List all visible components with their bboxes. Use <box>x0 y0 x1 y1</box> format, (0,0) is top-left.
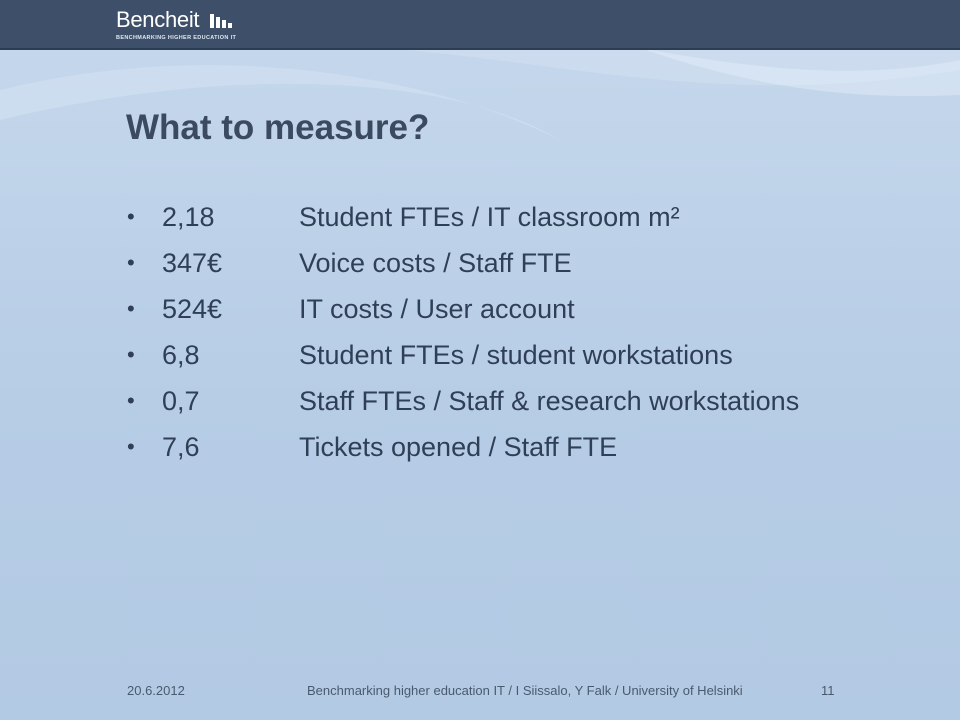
bullet-text: Voice costs / Staff FTE <box>299 248 572 278</box>
bullet-text: Student FTEs / student workstations <box>299 340 733 370</box>
bullet-value: 0,7 <box>162 386 200 416</box>
bullet-item <box>127 384 937 430</box>
bullet-value: 6,8 <box>162 340 200 370</box>
footer-text: Benchmarking higher education IT / I Siissalo, Y Falk / University of Helsinki <box>307 683 743 698</box>
logo-wordmark: Bencheit <box>116 7 200 32</box>
bullet-item <box>127 292 937 338</box>
bullet-value: 347€ <box>162 248 223 278</box>
bullet-text: IT costs / User account <box>299 294 575 324</box>
bullet-item <box>127 430 937 476</box>
bullet-text: Student FTEs / IT classroom m² <box>299 202 680 232</box>
bullet-dot-icon: • <box>127 388 135 413</box>
bullet-item <box>127 246 937 292</box>
bencheit-logo <box>116 7 316 45</box>
slide-title: What to measure? <box>126 108 430 147</box>
bullet-list <box>127 200 937 476</box>
page-number: 11 <box>821 683 835 698</box>
bullet-value: 7,6 <box>162 432 200 462</box>
header-bar <box>0 0 960 50</box>
bullet-item <box>127 338 937 384</box>
bullet-dot-icon: • <box>127 250 135 275</box>
bullet-value: 524€ <box>162 294 223 324</box>
bullet-text: Staff FTEs / Staff & research workstations <box>299 386 800 416</box>
bullet-item <box>127 200 937 246</box>
bullet-text: Tickets opened / Staff FTE <box>299 432 618 462</box>
bar-chart-logo-icon <box>210 14 236 28</box>
bullet-dot-icon: • <box>127 296 135 321</box>
footer-date: 20.6.2012 <box>127 683 185 698</box>
bullet-value: 2,18 <box>162 202 215 232</box>
logo-tagline: BENCHMARKING HIGHER EDUCATION IT <box>116 35 237 41</box>
bullet-dot-icon: • <box>127 434 135 459</box>
bullet-dot-icon: • <box>127 342 135 367</box>
bullet-dot-icon: • <box>127 204 135 229</box>
